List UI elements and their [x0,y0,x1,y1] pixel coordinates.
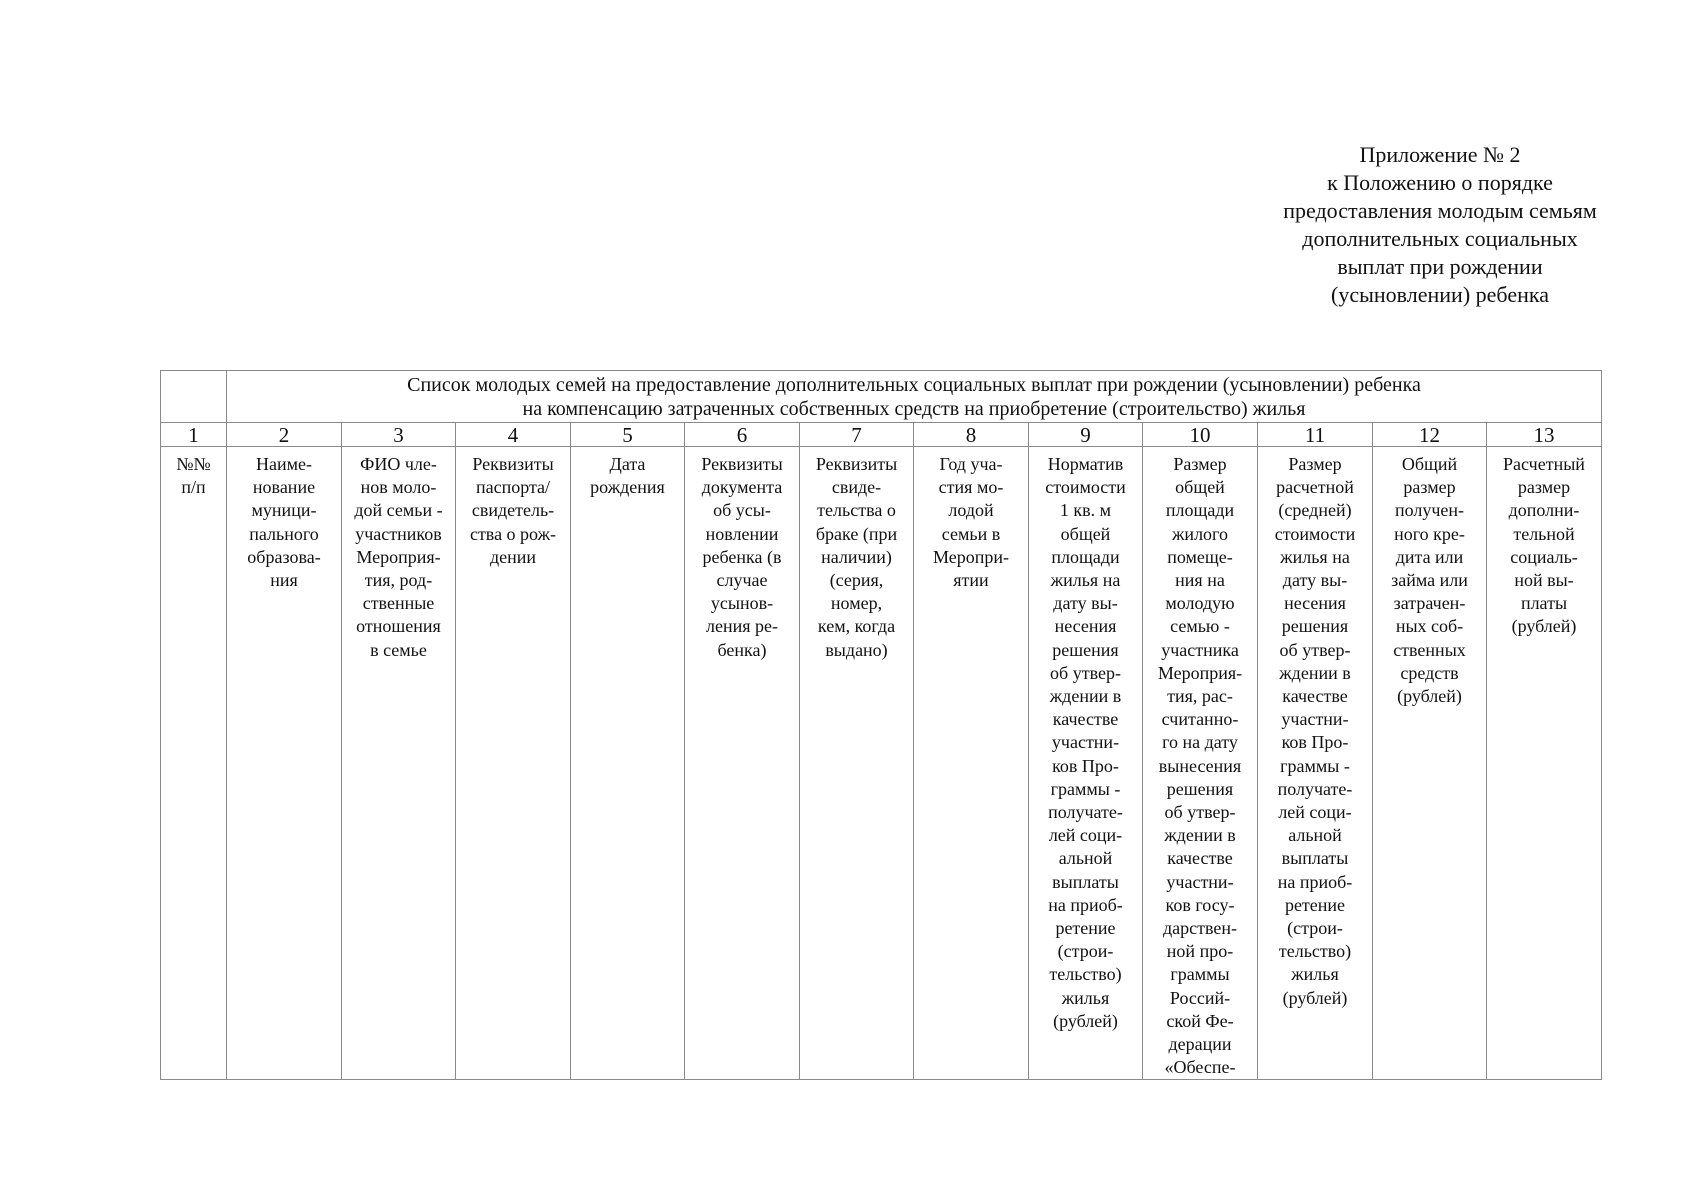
column-header-line: Расчетный [1503,454,1585,474]
column-number-1: 1 [161,423,227,447]
column-header-line: лодой [948,500,994,521]
column-header-line: ных соб- [1395,616,1464,637]
column-number-4: 4 [456,423,571,447]
column-header-line: Размер [1288,454,1342,474]
column-header-line: стоимости [1274,523,1356,544]
column-header-line: займа или [1391,570,1468,591]
column-header-line: молодую [1165,593,1235,614]
column-header-line: случае [716,570,768,591]
title-row [161,371,1602,423]
column-header-line: граммы - [1280,755,1350,776]
column-header-line: отношения [356,616,441,637]
column-header-line: стоимости [1045,477,1126,498]
column-header-line: свиде- [831,477,882,498]
column-header-line: ков Про- [1281,732,1349,753]
column-header-line: дарствен- [1162,918,1237,939]
column-header-line: п/п [181,477,206,498]
appendix-heading [1200,141,1680,309]
column-header-line: Реквизиты [701,454,783,474]
column-header-line: дой семьи - [354,500,443,521]
column-header-line: альной [1288,825,1342,846]
column-header-line: Норматив [1047,454,1124,474]
column-header-line: дита или [1395,546,1464,567]
column-header-line: тельства о [817,500,896,521]
column-number-13: 13 [1487,423,1602,447]
table-title-line: Список молодых семей на предоставление дополнительных социальных выплат при рождении (усыновлении) ребенка [407,373,1421,396]
column-header-line: тельство) [1049,964,1122,985]
column-number-9: 9 [1029,423,1143,447]
column-header-line: ного кре- [1394,523,1465,544]
column-header-line: граммы [1170,964,1230,985]
column-header-line: общей [1175,477,1225,498]
appendix-line: предоставления молодым семьям [1283,198,1597,223]
title-corner-cell [161,371,227,423]
appendix-line: дополнительных социальных [1302,226,1578,251]
column-header-line: тельной [1513,523,1575,544]
column-header-line: Меропри- [932,546,1010,567]
column-header-line: альной [1058,848,1113,869]
table-title [227,371,1602,423]
column-header-line: тия, род- [364,570,433,591]
column-header-line: Наиме- [256,454,312,474]
column-header-line: ства о рож- [469,523,557,544]
column-header-line: ков госу- [1165,894,1235,915]
column-header-line: жилого [1172,523,1228,544]
column-header-line: дополни- [1508,500,1580,521]
column-header-line: жилья на [1050,570,1121,591]
column-header-line: свидетель- [471,500,555,521]
column-header-line: (рублей) [1053,1010,1118,1031]
column-header-9 [1029,447,1143,1080]
column-header-line: решения [1052,639,1119,660]
column-header-line: считанно- [1161,709,1239,730]
column-header-line: муници- [251,500,317,521]
column-header-line: решения [1166,778,1234,799]
column-header-line: (серия, [829,570,884,591]
column-header-line: (строи- [1057,941,1114,962]
column-number-3: 3 [342,423,456,447]
column-header-line: (рублей) [1282,987,1348,1008]
column-header-line: получате- [1048,802,1123,823]
column-header-line: ждении в [1164,825,1236,846]
column-number-12: 12 [1373,423,1487,447]
column-header-line: наличии) [821,546,892,567]
column-header-4 [456,447,571,1080]
column-header-line: ждении в [1049,686,1122,707]
column-header-line: затрачен- [1393,593,1466,614]
column-header-line: участни- [1166,871,1234,892]
column-header-line: ков Про- [1052,755,1119,776]
column-header-line: кем, когда [817,616,896,637]
appendix-line: выплат при рождении [1337,254,1543,279]
column-header-line: выплаты [1281,848,1349,869]
column-header-line: №№ [176,454,211,474]
column-header-line: дату вы- [1282,570,1348,591]
column-header-line: ятии [953,570,989,591]
column-header-row [161,447,1602,1080]
column-header-line: Реквизиты [815,454,898,474]
table-title-line: на компенсацию затраченных собственных средств на приобретение (строительство) жилья [522,397,1306,420]
column-header-line: ребенка (в [702,546,782,567]
column-header-line: Общий [1401,454,1458,474]
column-header-5 [571,447,685,1080]
column-header-line: бенка) [717,639,767,660]
column-header-line: новлении [705,523,779,544]
column-header-line: 1 кв. м [1059,500,1112,521]
column-header-line: жилья на [1280,546,1350,567]
column-header-line: ретение [1055,918,1116,939]
families-list-table [160,370,1602,1080]
column-header-line: граммы - [1050,778,1121,799]
column-header-line: участни- [1051,732,1120,753]
column-header-line: об утвер- [1164,802,1236,823]
column-header-line: (средней) [1278,500,1352,521]
column-header-line: лей соци- [1048,825,1123,846]
column-header-line: образова- [247,546,321,567]
column-header-line: ния на [1175,570,1225,591]
column-header-line: рождения [590,477,665,498]
column-number-row [161,423,1602,447]
column-header-line: семьи в [941,523,1001,544]
column-header-line: платы [1520,593,1568,614]
column-header-line: лей соци- [1278,802,1352,823]
column-header-line: (рублей) [1511,616,1577,637]
column-header-line: выплаты [1052,871,1119,892]
column-header-line: участников [355,523,442,544]
column-header-line: получен- [1394,500,1465,521]
column-header-line: качестве [1282,686,1348,707]
column-header-line: Реквизиты [472,454,554,474]
column-header-line: (строи- [1287,918,1343,939]
column-header-line: браке (при [815,523,898,544]
appendix-line: (усыновлении) ребенка [1331,282,1549,307]
column-header-line: площади [1051,546,1120,567]
column-header-line: ния [270,570,298,591]
column-header-line: на приоб- [1277,871,1353,892]
column-header-line: нование [252,477,316,498]
column-header-line: решения [1281,616,1349,637]
column-header-7 [800,447,914,1080]
column-header-line: Россий- [1169,987,1231,1008]
column-header-8 [914,447,1029,1080]
column-header-line: размер [1403,477,1456,498]
column-header-line: жилья [1291,964,1339,985]
column-header-line: участни- [1281,709,1349,730]
column-header-line: тельство) [1278,941,1352,962]
column-number-10: 10 [1143,423,1258,447]
column-header-line: Год уча- [939,454,1003,474]
column-header-line: участника [1161,639,1239,660]
column-header-3 [342,447,456,1080]
column-number-11: 11 [1258,423,1373,447]
column-header-11 [1258,447,1373,1080]
column-header-line: получате- [1277,778,1353,799]
column-header-line: размер [1517,477,1571,498]
column-header-2 [227,447,342,1080]
appendix-line: к Положению о порядке [1327,170,1553,195]
column-header-line: в семье [370,639,427,660]
column-header-line: документа [701,477,783,498]
column-header-line: семью - [1170,616,1230,637]
column-header-line: площади [1165,500,1235,521]
column-header-12 [1373,447,1487,1080]
column-header-line: социаль- [1510,546,1578,567]
column-header-line: помеще- [1167,546,1233,567]
column-header-line: ждении в [1279,662,1351,683]
column-header-line: паспорта/ [475,477,551,498]
column-header-6 [685,447,800,1080]
column-header-line: Мероприя- [356,546,441,567]
column-header-line: ственные [362,593,435,614]
column-header-line: пального [249,523,319,544]
column-header-line: об утвер- [1279,639,1351,660]
column-header-line: средств [1400,662,1459,683]
column-header-line: стия мо- [938,477,1004,498]
column-header-line: несения [1054,616,1117,637]
column-header-line: ной вы- [1514,570,1574,591]
column-header-line: тия, рас- [1167,686,1233,707]
column-header-line: усынов- [710,593,774,614]
column-header-line: общей [1060,523,1111,544]
column-header-line: об утвер- [1050,662,1121,683]
column-header-line: (рублей) [1397,686,1462,707]
column-header-line: об усы- [713,500,771,521]
column-header-line: ской Фе- [1166,1010,1234,1031]
column-number-2: 2 [227,423,342,447]
column-header-line: «Обеспе- [1164,1057,1236,1078]
column-header-1 [161,447,227,1080]
column-header-line: номер, [830,593,883,614]
column-header-line: Мероприя- [1157,662,1243,683]
column-number-6: 6 [685,423,800,447]
column-header-line: ной про- [1166,941,1234,962]
appendix-line: Приложение № 2 [1359,142,1521,167]
column-number-5: 5 [571,423,685,447]
column-header-line: расчетной [1276,477,1354,498]
column-header-line: ления ре- [706,616,778,637]
column-header-13 [1487,447,1602,1080]
column-header-line: качестве [1052,709,1119,730]
column-header-10 [1143,447,1258,1080]
column-header-line: выдано) [825,639,888,660]
column-header-line: дерации [1168,1034,1232,1055]
column-header-line: дении [489,546,537,567]
column-header-line: ственных [1393,639,1466,660]
column-header-line: го на дату [1162,732,1238,753]
column-header-line: жилья [1061,987,1110,1008]
column-header-line: дату вы- [1053,593,1118,614]
column-header-line: вынесения [1158,755,1242,776]
column-header-line: ФИО чле- [360,454,437,474]
column-number-8: 8 [914,423,1029,447]
column-header-line: ретение [1284,894,1346,915]
column-header-line: качестве [1167,848,1233,869]
column-header-line: несения [1284,593,1346,614]
column-header-line: Дата [609,454,646,474]
column-header-line: нов моло- [360,477,437,498]
column-number-7: 7 [800,423,914,447]
column-header-line: на приоб- [1048,894,1123,915]
column-header-line: Размер [1173,454,1227,474]
